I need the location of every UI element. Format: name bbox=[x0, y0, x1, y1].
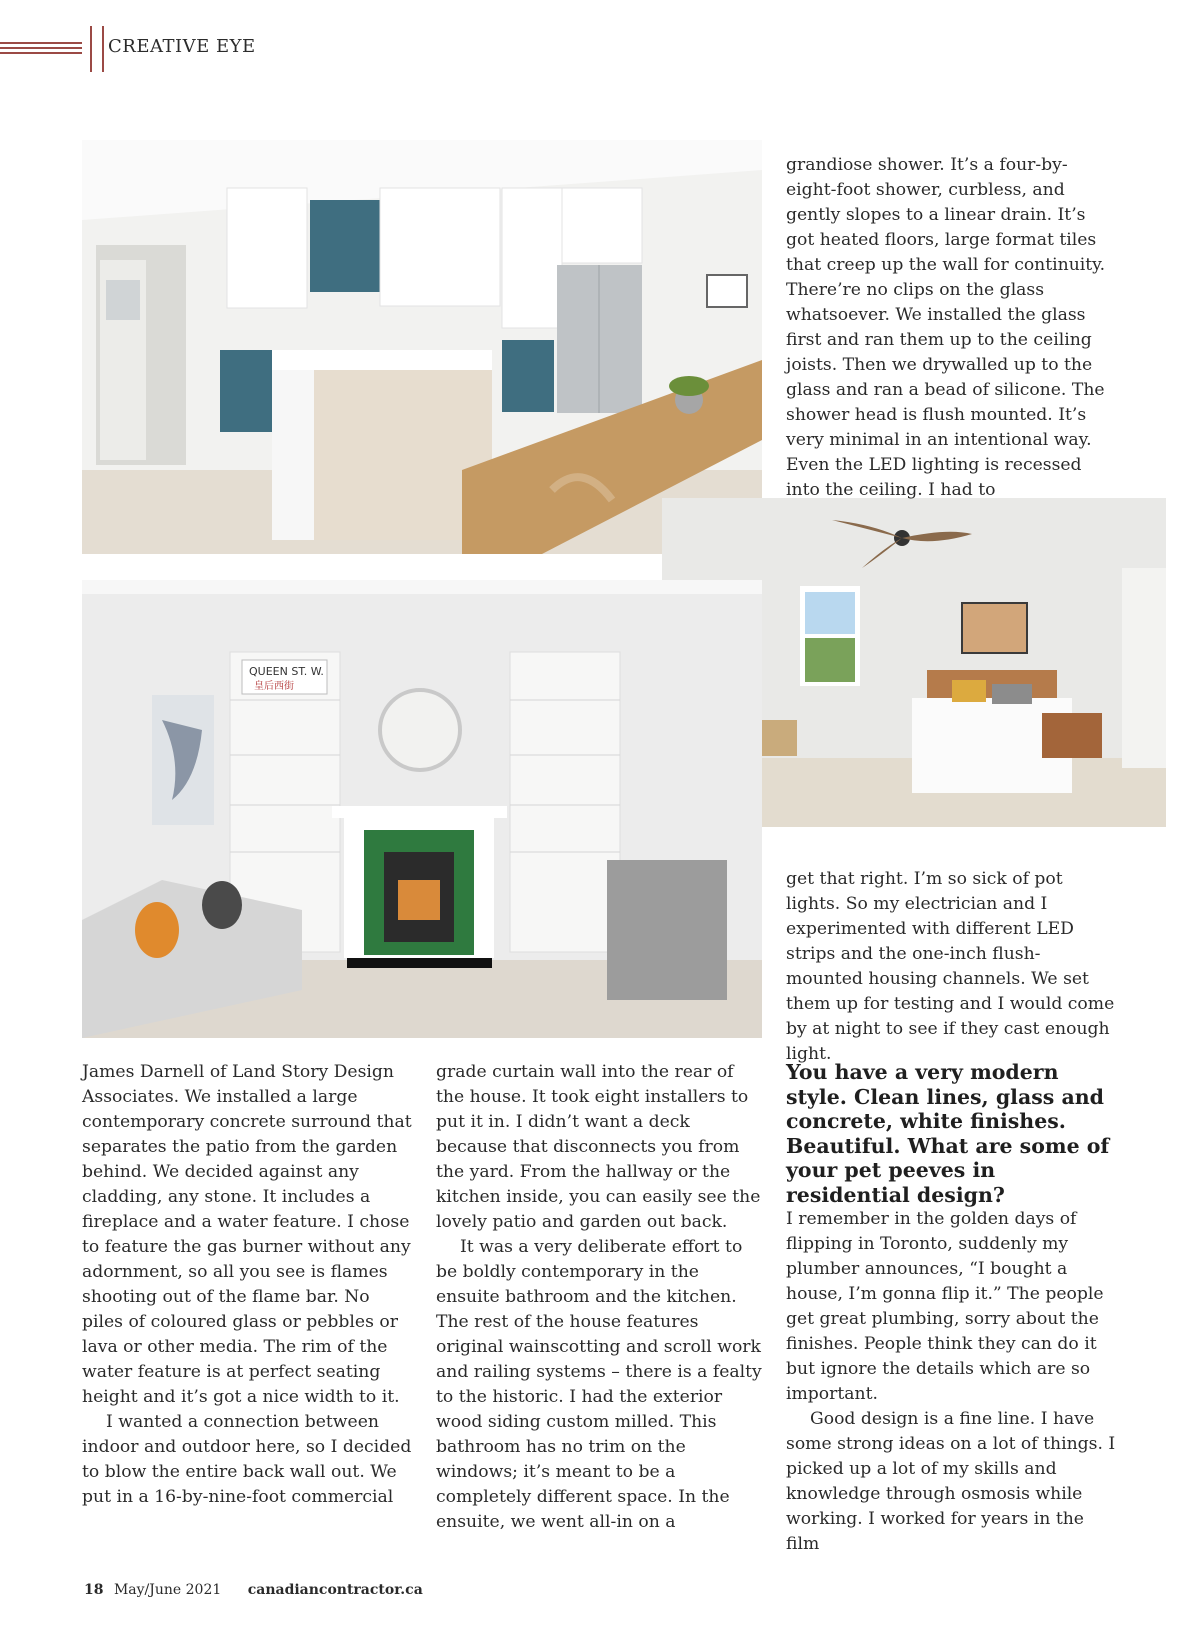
paragraph: I wanted a connection between indoor and outdoor here, so I decided to blow the entire back wall out. We put in a 16-by-nine-foot commercial bbox=[82, 1412, 412, 1507]
col-right-top bbox=[786, 153, 1116, 503]
living-room-photo bbox=[82, 580, 762, 1038]
paragraph: get that right. I’m so sick of pot lights. So my electrician and I experimented with different LED strips and the one-inch flush-mounted housing channels. We set them up for testing and I would come by at night to see if they cast enough light. bbox=[786, 869, 1115, 1064]
col-middle bbox=[436, 1060, 766, 1535]
kitchen-photo bbox=[82, 140, 762, 554]
header-rule bbox=[0, 42, 82, 56]
col-right-mid bbox=[786, 867, 1116, 1067]
paragraph: grade curtain wall into the rear of the house. It took eight installers to put it in. I didn’t want a deck because that disconnects you from the yard. From the hallway or the kitchen inside, you can easily see the lovely patio and garden out back. bbox=[436, 1062, 761, 1232]
page-footer bbox=[84, 1582, 423, 1598]
paragraph: grandiose shower. It’s a four-by-eight-foot shower, curbless, and gently slopes to a linear drain. It’s got heated floors, large format tiles that creep up the wall for continuity. There’re no clips on the glass whatsoever. We installed the glass first and ran them up to the ceiling joists. Then we drywalled up to the glass and ran a bead of silicone. The shower head is flush mounted. It’s very minimal in an intentional way. Even the LED lighting is recessed into the ceiling. I had to bbox=[786, 155, 1106, 500]
street-sign-chinese: 皇后西街 bbox=[254, 681, 294, 692]
page-number: 18 bbox=[84, 1582, 104, 1598]
col-left bbox=[82, 1060, 412, 1510]
header-divider bbox=[90, 26, 104, 72]
paragraph: I remember in the golden days of flipping in Toronto, suddenly my plumber announces, “I bought a house, I’m gonna flip it.” The people get great plumbing, sorry about the finishes. People think they can do it but ignore the details which are so important. bbox=[786, 1209, 1104, 1404]
issue-date: May/June 2021 bbox=[113, 1582, 222, 1598]
col-right-bottom bbox=[786, 1060, 1116, 1557]
paragraph: Good design is a fine line. I have some strong ideas on a lot of things. I picked up a lot of my skills and knowledge through osmosis while working. I worked for years in the film bbox=[786, 1409, 1116, 1554]
section-title: CREATIVE EYE bbox=[108, 36, 256, 57]
paragraph: James Darnell of Land Story Design Associates. We installed a large contemporary concrete surround that separates the patio from the garden behind. We decided against any cladding, any stone. It includes a fireplace and a water feature. I chose to feature the gas burner without any adornment, so all you see is flames shooting out of the flame bar. No piles of coloured glass or pebbles or lava or other media. The rim of the water feature is at perfect seating height and it’s got a nice width to it. bbox=[82, 1062, 412, 1407]
interview-question: You have a very modern style. Clean lines, glass and concrete, white finishes. Beautiful. What are some of your pet peeves in residential design? bbox=[786, 1060, 1110, 1207]
paragraph: It was a very deliberate effort to be boldly contemporary in the ensuite bathroom and the kitchen. The rest of the house features original wainscotting and scroll work and railing systems – there is a fealty to the historic. I had the exterior wood siding custom milled. This bathroom has no trim on the windows; it’s meant to be a completely different space. In the ensuite, we went all-in on a bbox=[436, 1237, 762, 1532]
website: canadiancontractor.ca bbox=[247, 1582, 423, 1598]
street-sign-text: QUEEN ST. W. bbox=[249, 665, 324, 678]
